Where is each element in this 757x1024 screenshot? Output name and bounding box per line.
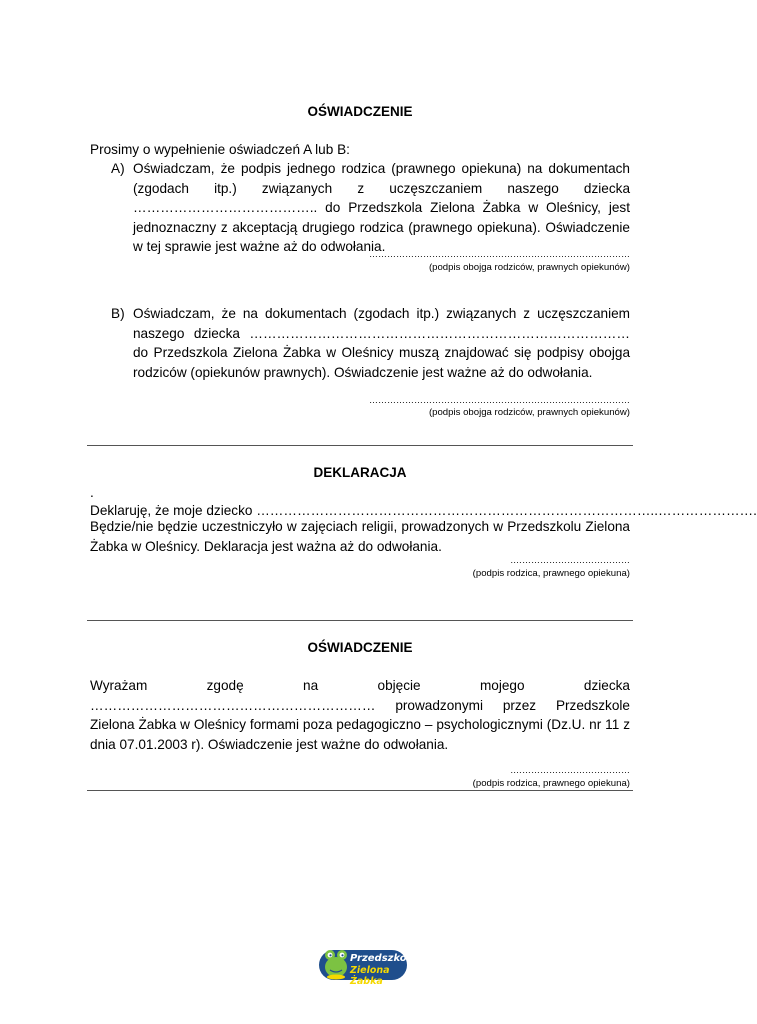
section2-signature-caption: (podpis rodzica, prawnego opiekuna) — [472, 568, 630, 579]
section3-title: OŚWIADCZENIE — [307, 640, 413, 655]
section2-stray-dot: . — [90, 485, 94, 500]
section2-title: DEKLARACJA — [313, 465, 407, 480]
option-b-signature-caption: (podpis obojga rodziców, prawnych opiekunów) — [428, 407, 630, 418]
section-divider — [87, 445, 633, 446]
option-a-signature-line: …………………………………………………………………………… — [369, 249, 630, 259]
section-divider — [87, 620, 633, 621]
option-a-label: A) — [111, 161, 125, 176]
logo-text-line1: Przedszkole — [350, 953, 417, 964]
section3-text: Wyrażam zgodę na objęcie mojego dziecka ……………………………………………………… prowadzonymi przez Przedszkole Zielona Żabka w Oleśnicy formami poza pedagogiczno – psychologicznymi (Dz.U. nr 11 z dnia 07.01.2003 r). Oświadczenie jest ważne do odwołania. — [90, 678, 630, 752]
section1-intro: Prosimy o wypełnienie oświadczeń A lub B: — [90, 142, 350, 157]
section3-signature-caption: (podpis rodzica, prawnego opiekuna) — [472, 778, 630, 789]
option-b-label: B) — [111, 306, 125, 321]
section2-child-line: Deklaruję, że moje dziecko ……………………………………………………………………………..…………………. — [90, 503, 757, 518]
section2-text: Będzie/nie będzie uczestniczyło w zajęciach religii, prowadzonych w Przedszkolu Zielona Żabka w Oleśnicy. Deklaracja jest ważna aż do odwołania. — [90, 519, 630, 554]
logo-text-line2: Zielona Żabka — [350, 965, 390, 987]
option-b-signature-line: …………………………………………………………………………… — [369, 395, 630, 405]
section-divider — [87, 790, 633, 791]
section2-signature-line: …………………………………. — [510, 555, 630, 565]
preschool-logo — [318, 946, 417, 987]
option-a-signature-caption: (podpis obojga rodziców, prawnych opiekunów) — [428, 262, 630, 273]
option-a-text: Oświadczam, że podpis jednego rodzica (prawnego opiekuna) na dokumentach (zgodach itp.) związanych z uczęszczaniem naszego dziecka ………………………………….. do Przedszkola Zielona Żabka w Oleśnicy, jest jednoznaczny z akceptacją drugiego rodzica (prawnego opiekuna). Oświadczenie w tej sprawie jest ważne aż do odwołania. — [133, 161, 630, 254]
section3-signature-line: …………………………………. — [510, 765, 630, 775]
section1-title: OŚWIADCZENIE — [307, 104, 413, 119]
option-b-text: Oświadczam, że na dokumentach (zgodach itp.) związanych z uczęszczaniem naszego dziecka ………………………………………………………………………… do Przedszkola Zielona Żabka w Oleśnicy muszą znajdować się podpisy obojga rodziców (opiekunów prawnych). Oświadczenie jest ważne aż do odwołania. — [133, 306, 630, 380]
